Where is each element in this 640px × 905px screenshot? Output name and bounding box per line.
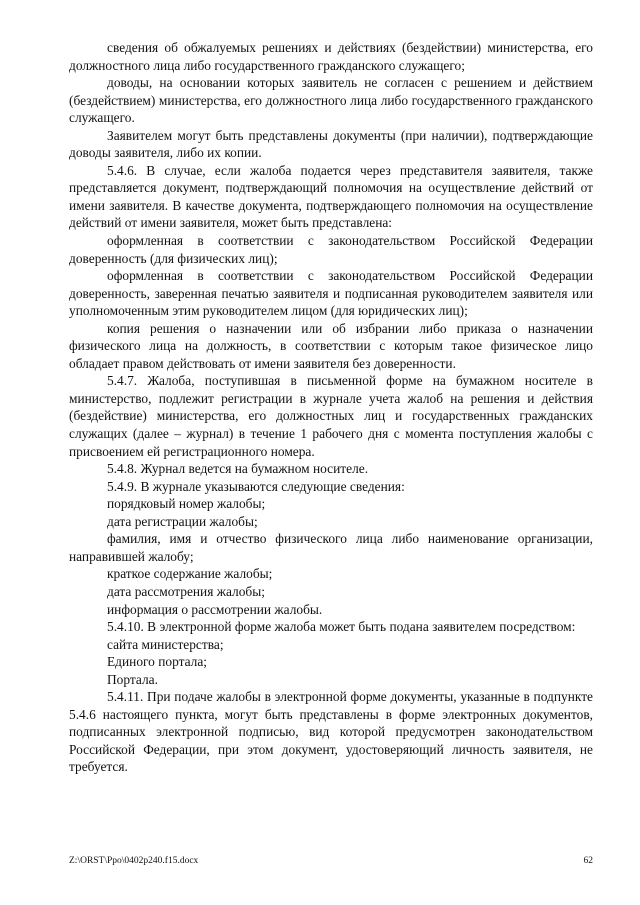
paragraph: 5.4.8. Журнал ведется на бумажном носителе. (107, 461, 369, 477)
paragraph: Портала. (107, 671, 158, 687)
paragraph: дата рассмотрения жалобы; (107, 583, 265, 599)
paragraph: порядковый номер жалобы; (107, 496, 266, 512)
paragraph: Единого портала; (107, 654, 208, 670)
paragraph: краткое содержание жалобы; (107, 566, 273, 582)
body-text (69, 39, 593, 776)
paragraph: 5.4.9. В журнале указываются следующие сведения: (107, 478, 405, 494)
paragraph: фамилия, имя и отчество физического лица либо наименование организации, направившей жалобу; (69, 531, 593, 564)
paragraph: оформленная в соответствии с законодательством Российской Федерации доверенность (для физических лиц); (69, 233, 593, 266)
paragraph: сведения об обжалуемых решениях и действиях (бездействии) министерства, его должностного лица либо государственного гражданского служащего; (69, 40, 593, 73)
paragraph: оформленная в соответствии с законодательством Российской Федерации доверенность, заверенная печатью заявителя и подписанная руководителем заявителя или уполномоченным этим руководителем лицом (для юридических лиц); (69, 268, 593, 319)
paragraph: доводы, на основании которых заявитель не согласен с решением и действием (бездействием) министерства, его должностного лица либо государственного гражданского служащего. (69, 75, 593, 126)
paragraph: дата регистрации жалобы; (107, 513, 258, 529)
paragraph: 5.4.10. В электронной форме жалоба может быть подана заявителем посредством: (107, 619, 576, 635)
paragraph: 5.4.11. При подаче жалобы в электронной форме документы, указанные в подпункте 5.4.6 настоящего пункта, могут быть представлены в форме электронных документов, подписанных электронной подписью, вид которой предусмотрен законодательством Российской Федерации, при этом документ, удостоверяющий личность заявителя, не требуется. (69, 689, 593, 775)
paragraph: информация о рассмотрении жалобы. (107, 601, 323, 617)
paragraph: сайта министерства; (107, 636, 224, 652)
footer-page-number: 62 (583, 856, 593, 866)
paragraph: 5.4.7. Жалоба, поступившая в письменной форме на бумажном носителе в министерство, подлежит регистрации в журнале учета жалоб на решения и действия (бездействие) министерства, его должностных лиц и государственных гражданских служащих (далее – журнал) в течение 1 рабочего дня с момента поступления жалобы с присвоением ей регистрационного номера. (69, 373, 593, 459)
footer-file-path: Z:\ORST\Ppo\0402p240.f15.docx (69, 856, 199, 866)
paragraph: Заявителем могут быть представлены документы (при наличии), подтверждающие доводы заявителя, либо их копии. (69, 127, 593, 161)
paragraph: копия решения о назначении или об избрании либо приказа о назначении физического лица на должность, в соответствии с которым такое физическое лицо обладает правом действовать от имени заявителя без доверенности. (69, 320, 593, 371)
paragraph: 5.4.6. В случае, если жалоба подается через представителя заявителя, также представляется документ, подтверждающий полномочия на осуществление действий от имени заявителя. В качестве документа, подтверждающего полномочия на осуществление действий от имени заявителя, может быть представлена: (69, 162, 593, 231)
